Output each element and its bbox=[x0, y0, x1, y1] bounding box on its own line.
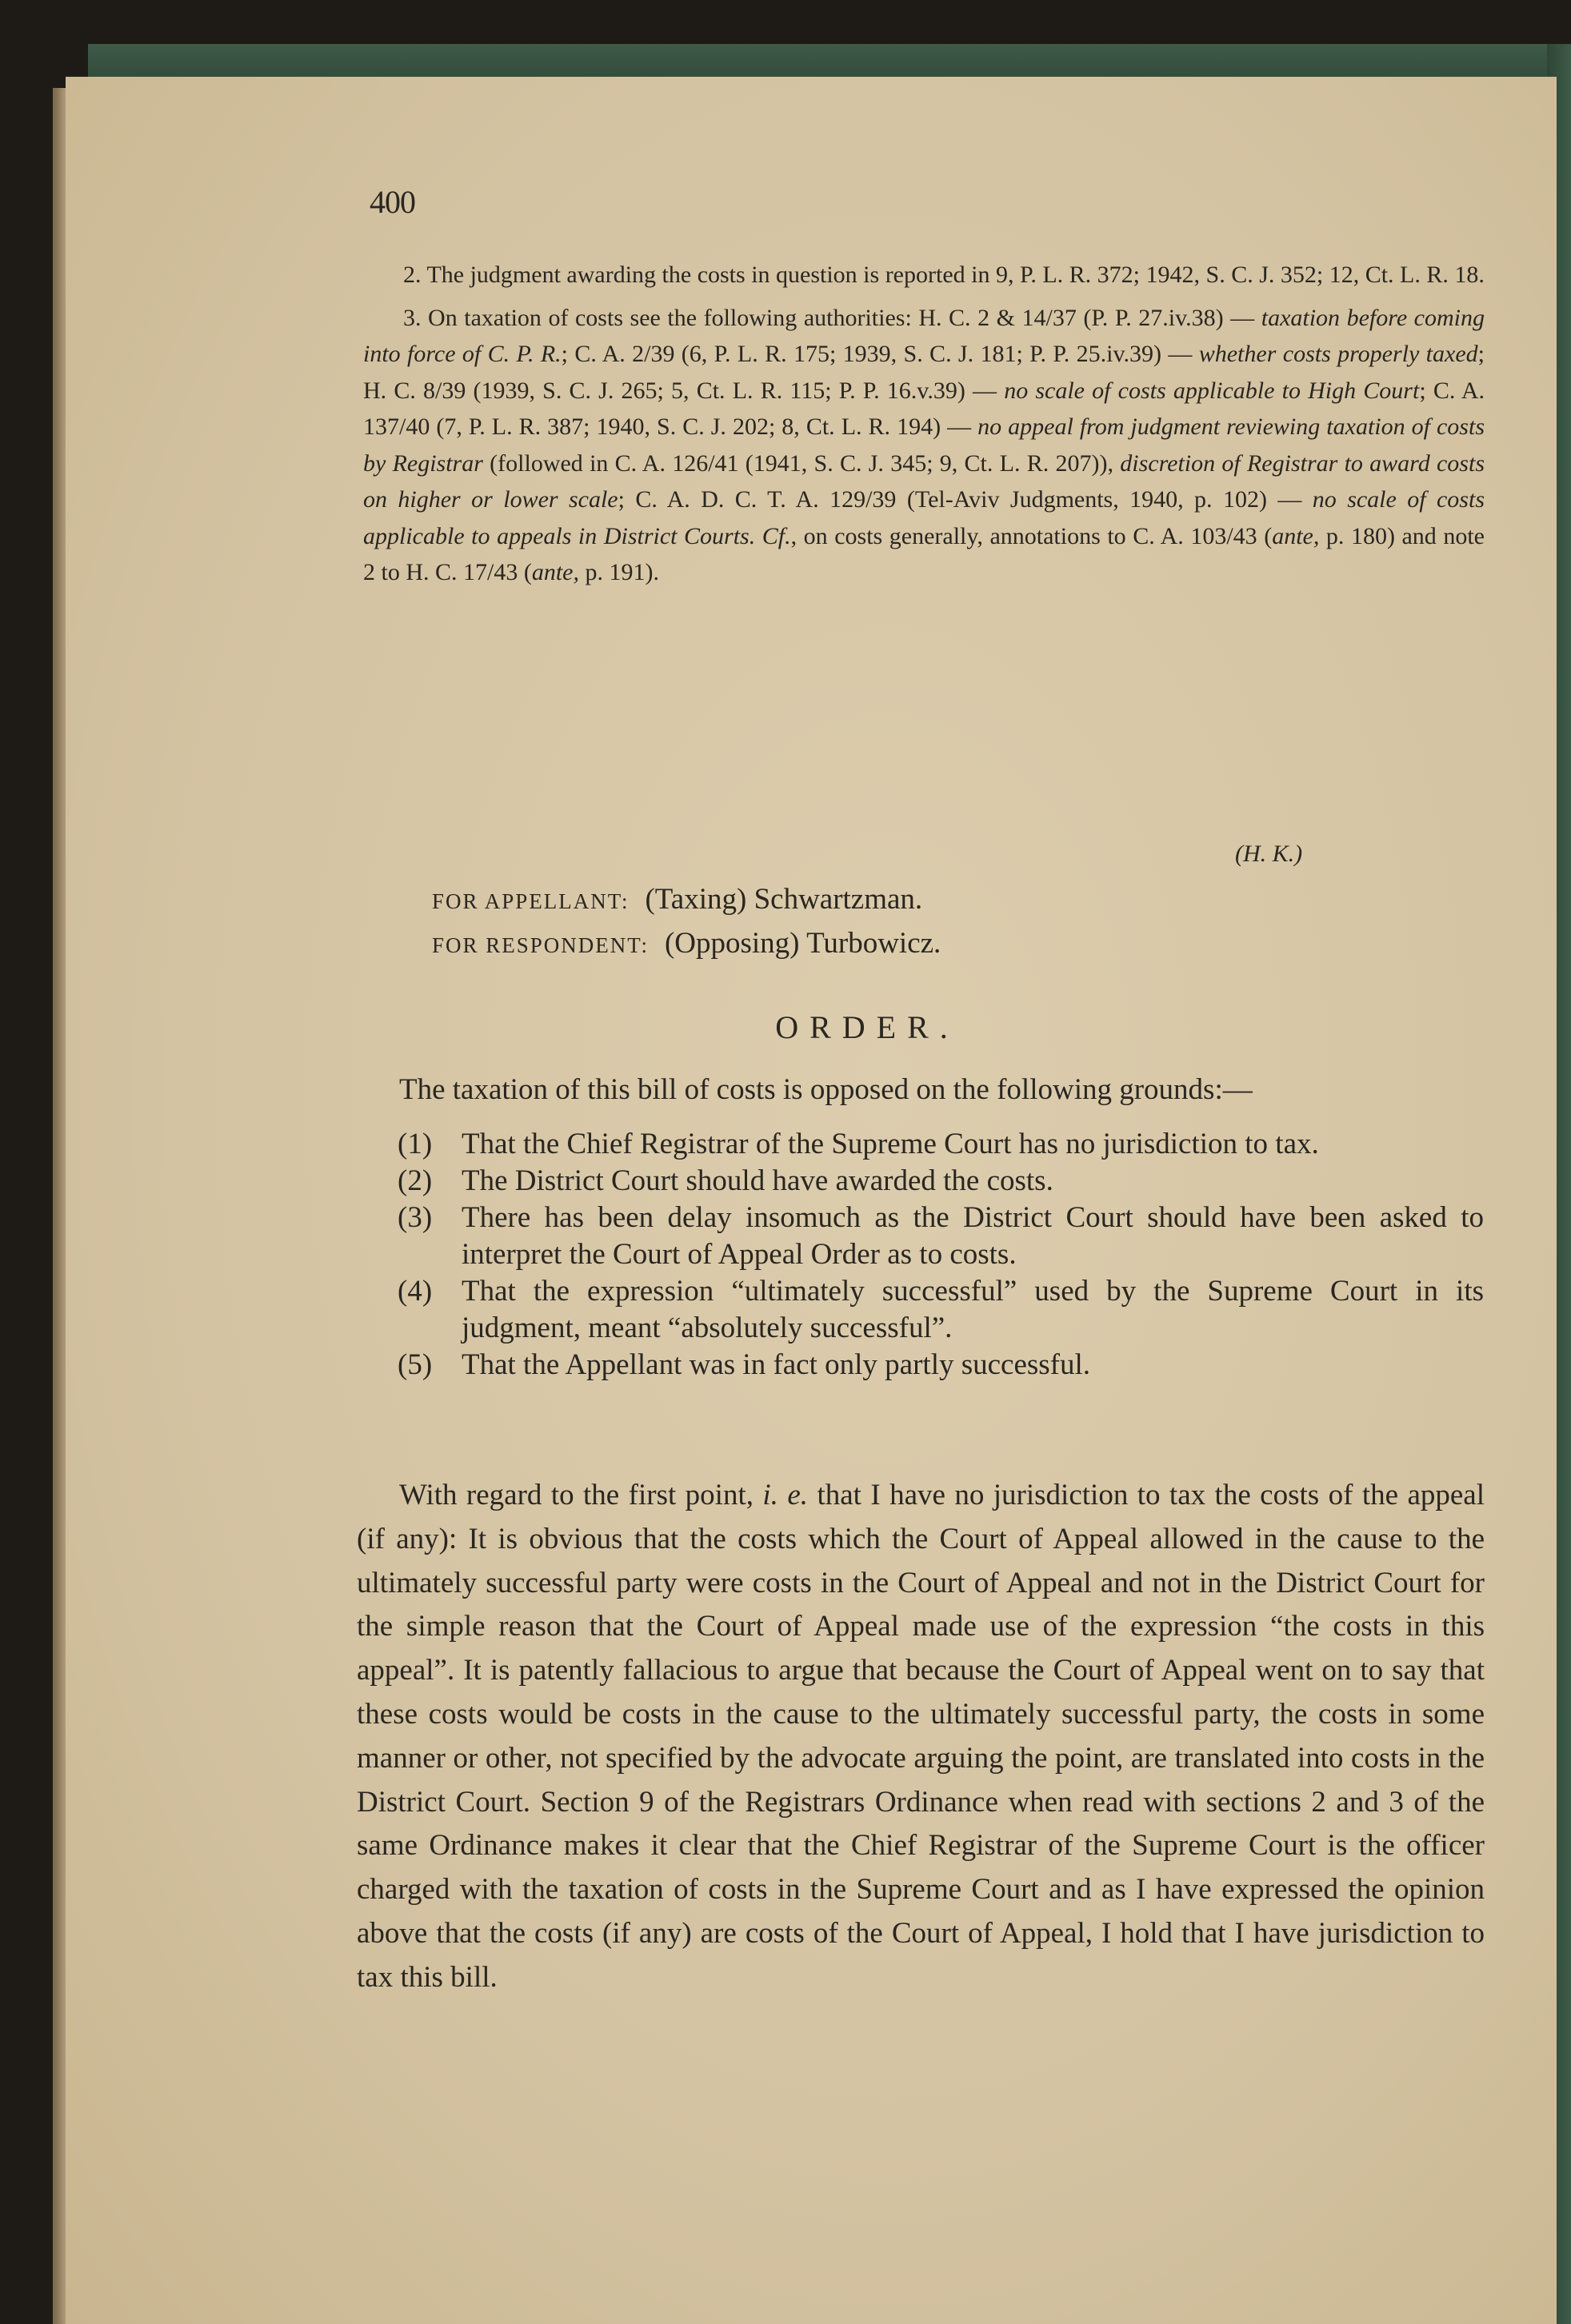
respondent-counsel bbox=[432, 926, 941, 960]
ground-text: There has been delay insomuch as the District Court should have been asked to interpret the Court of Appeal Order as to costs. bbox=[462, 1201, 1484, 1271]
note-2: 2. The judgment awarding the costs in question is reported in 9, P. L. R. 372; 1942, S. C. J. 352; 12, Ct. L. R. 18. bbox=[403, 262, 1485, 288]
appellant-counsel bbox=[432, 882, 922, 916]
list-item bbox=[398, 1273, 1484, 1347]
ground-number: (4) bbox=[398, 1275, 433, 1308]
ground-number: (1) bbox=[398, 1128, 433, 1160]
list-item bbox=[398, 1347, 1484, 1384]
order-heading: ORDER. bbox=[775, 1009, 959, 1045]
book-page bbox=[66, 77, 1557, 2324]
footnotes bbox=[363, 257, 1485, 591]
list-item bbox=[398, 1126, 1484, 1163]
appellant-name: (Taxing) Schwartzman. bbox=[645, 883, 923, 916]
note-3: 3. On taxation of costs see the following authorities: H. C. 2 & 14/37 (P. P. 27.iv.38) — taxation before coming into force of C. P. R.; C. A. 2/39 (6, P. L. R. 175; 1939, S. C. J. 181; P. P. 25.iv.39) — whether costs properly taxed; H. C. 8/39 (1939, S. C. J. 265; 5, Ct. L. R. 115; P. P. 16.v.39) — no scale of costs applicable to High Court; C. A. 137/40 (7, P. L. R. 387; 1940, S. C. J. 202; 8, Ct. L. R. 194) — no appeal from judgment reviewing taxation of costs by Registrar (followed in C. A. 126/41 (1941, S. C. J. 345; 9, Ct. L. R. 207)), discretion of Registrar to award costs on higher or lower scale; C. A. D. C. T. A. 129/39 (Tel-Aviv Judgments, 1940, p. 102) — no scale of costs applicable to appeals in District Courts. Cf., on costs generally, annotations to C. A. 103/43 (ante, p. 180) and note 2 to H. C. 17/43 (ante, p. 191). bbox=[363, 304, 1485, 585]
ground-text: That the expression “ultimately successful” used by the Supreme Court in its judgment, meant “absolutely successful”. bbox=[462, 1275, 1484, 1344]
order-body bbox=[357, 1474, 1485, 2000]
appellant-label: FOR APPELLANT: bbox=[432, 889, 630, 913]
ground-number: (5) bbox=[398, 1348, 433, 1381]
list-item bbox=[398, 1200, 1484, 1273]
ground-text: That the Chief Registrar of the Supreme Court has no jurisdiction to tax. bbox=[462, 1128, 1319, 1160]
order-intro: The taxation of this bill of costs is opposed on the following grounds:— bbox=[399, 1073, 1253, 1106]
ground-number: (2) bbox=[398, 1164, 433, 1197]
respondent-name: (Opposing) Turbowicz. bbox=[664, 927, 941, 960]
respondent-label: FOR RESPONDENT: bbox=[432, 933, 649, 957]
editor-initials: (H. K.) bbox=[1235, 841, 1303, 867]
page-number: 400 bbox=[370, 184, 415, 220]
body-paragraph: With regard to the first point, i. e. that I have no jurisdiction to tax the costs of the appeal (if any): It is obvious that the costs which the Court of Appeal allowed in the cause to the ultimately successful party were costs in the Court of Appeal and not in the District Court for the simple reason that the Court of Appeal made use of the expression “the costs in this appeal”. It is patently fallacious to argue that because the Court of Appeal went on to say that these costs would be costs in the cause to the ultimately successful party, the costs in some manner or other, not specified by the advocate arguing the point, are translated into costs in the District Court. Section 9 of the Registrars Ordinance when read with sections 2 and 3 of the same Ordinance makes it clear that the Chief Registrar of the Supreme Court is the officer charged with the taxation of costs in the Supreme Court and as I have expressed the opinion above that the costs (if any) are costs of the Court of Appeal, I hold that I have jurisdiction to tax this bill. bbox=[357, 1479, 1485, 1994]
list-item bbox=[398, 1163, 1484, 1200]
ground-number: (3) bbox=[398, 1201, 433, 1234]
ground-text: The District Court should have awarded the costs. bbox=[462, 1164, 1053, 1197]
grounds-list bbox=[398, 1126, 1484, 1384]
ground-text: That the Appellant was in fact only partly successful. bbox=[462, 1348, 1091, 1381]
